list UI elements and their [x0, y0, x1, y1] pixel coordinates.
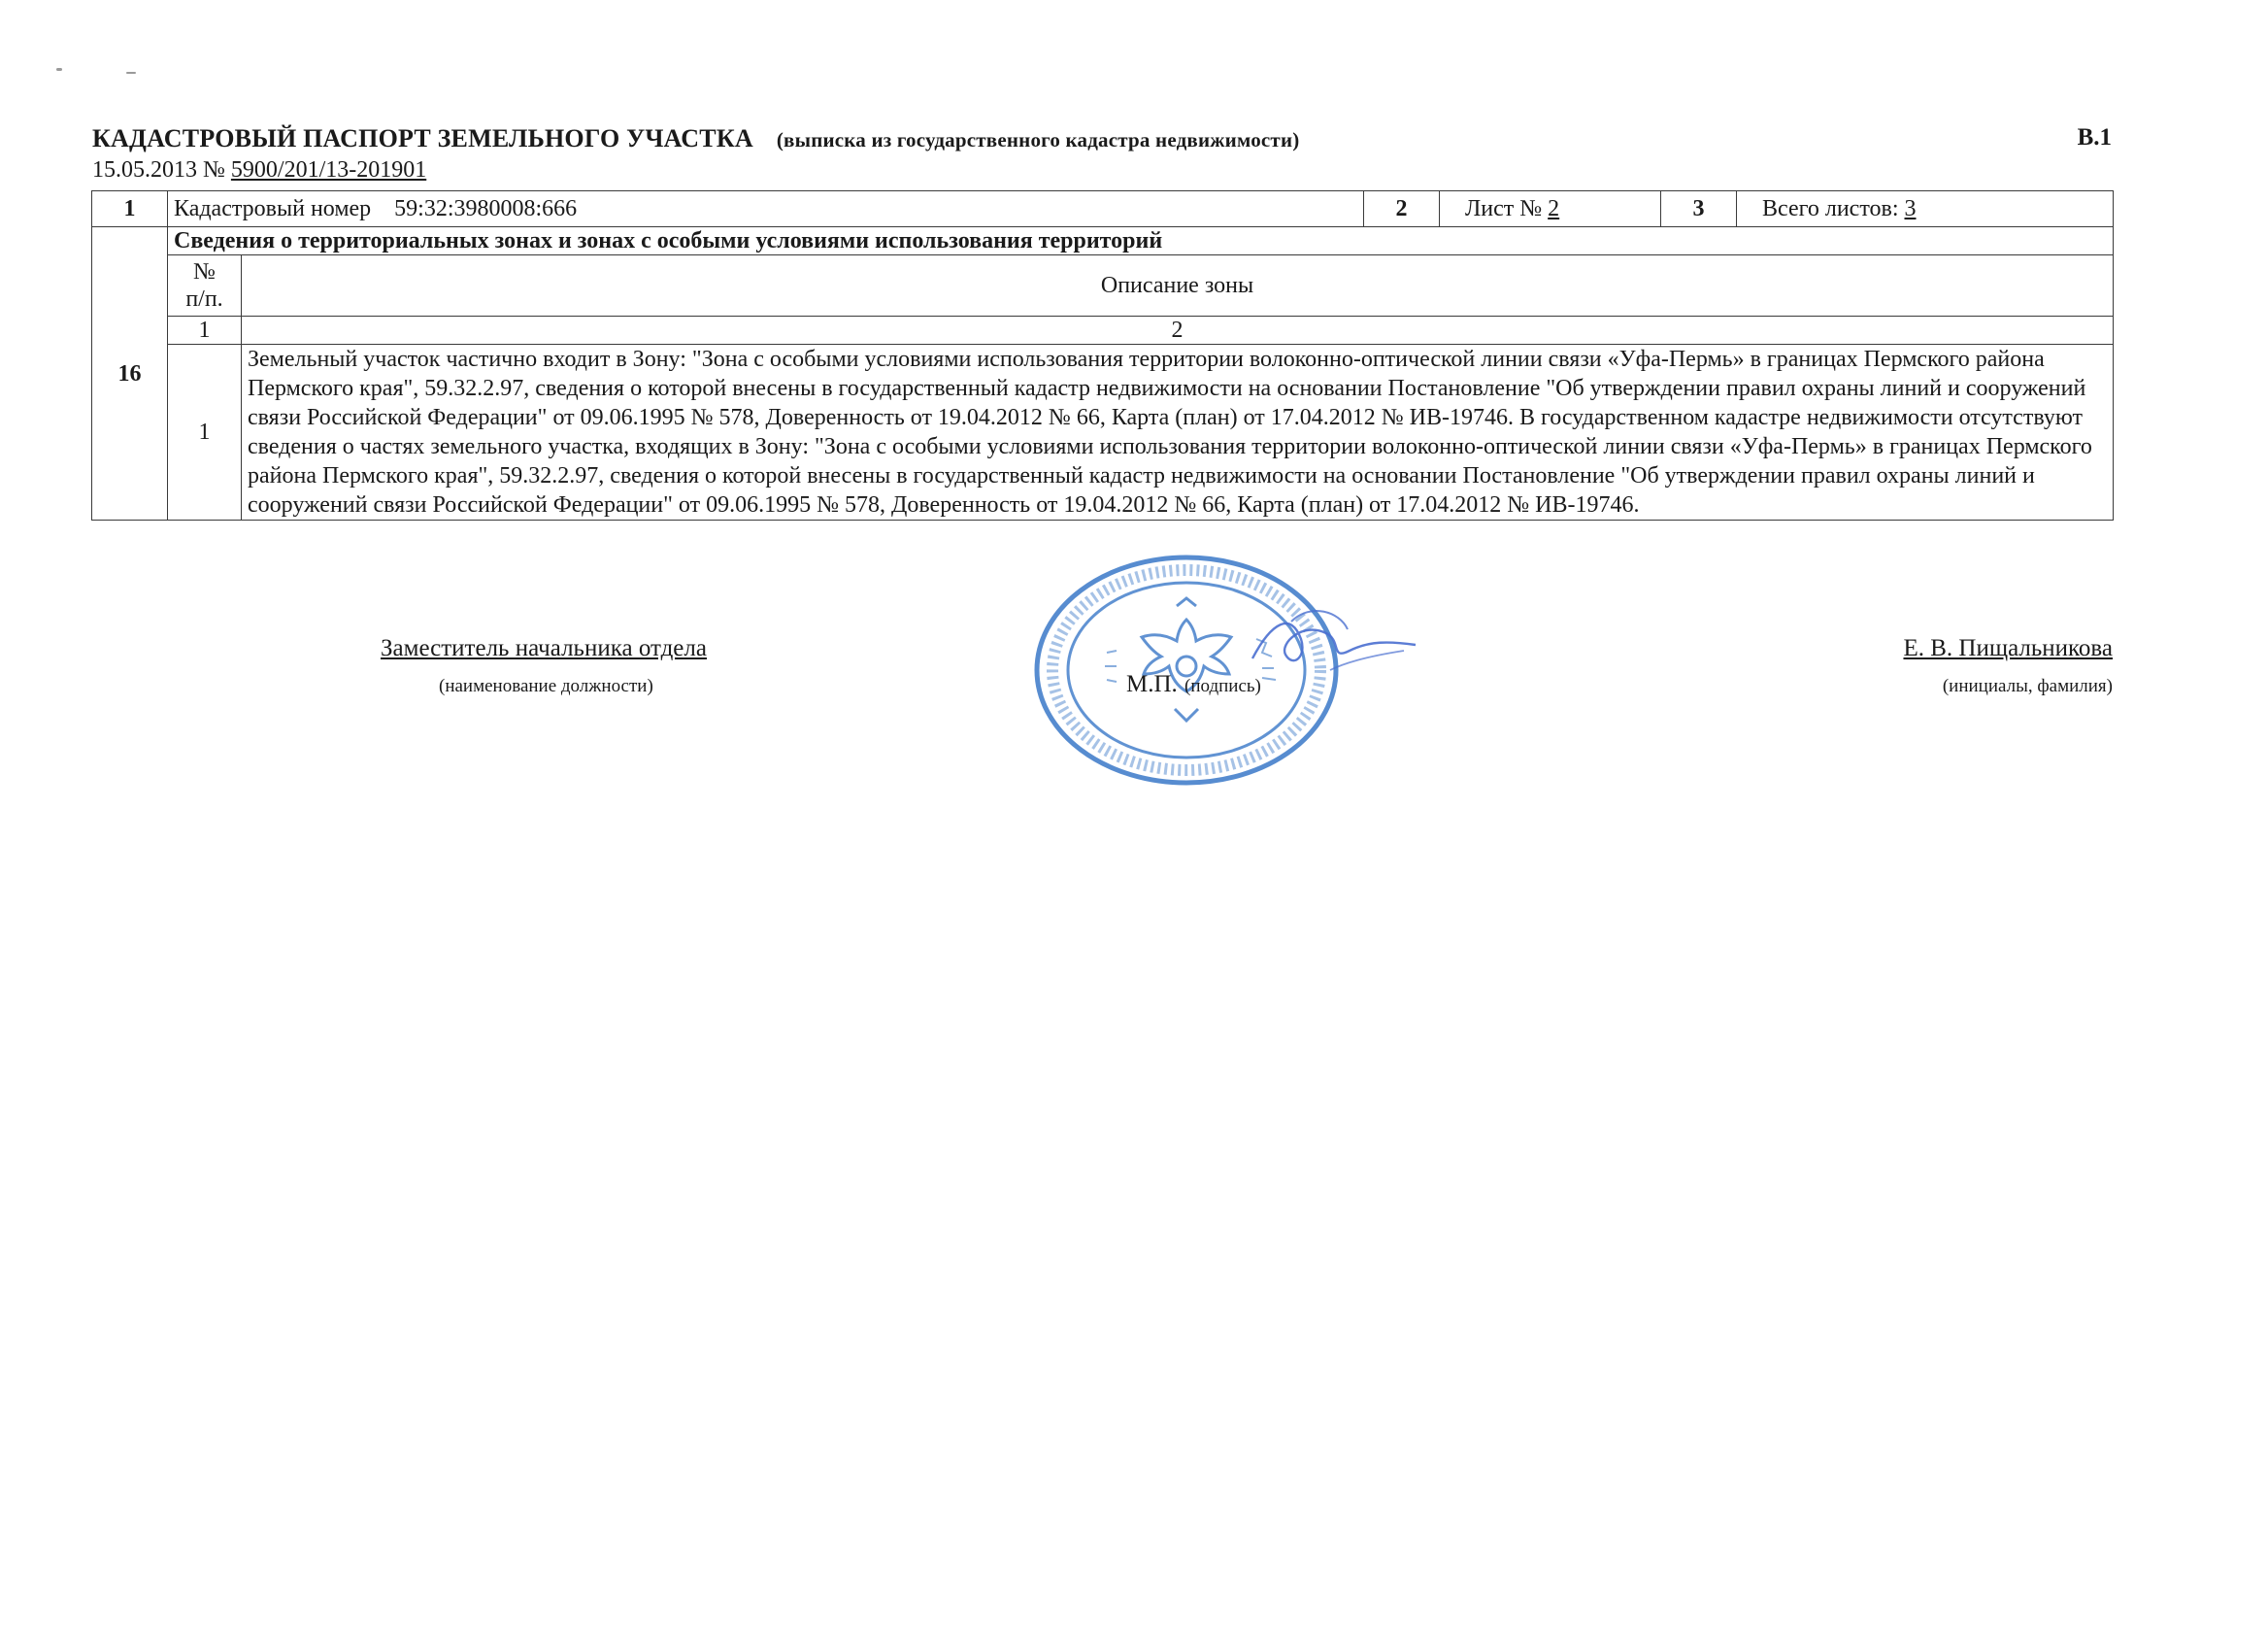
document-date: 15.05.2013	[92, 157, 197, 183]
signer-position: Заместитель начальника отдела	[381, 635, 707, 661]
section-title-row	[92, 227, 2114, 255]
sheet-code: В.1	[2077, 124, 2112, 151]
total-sheets-value: 3	[1904, 196, 1917, 221]
section-title: Сведения о территориальных зонах и зонах с особыми условиями использования территорий	[168, 227, 2114, 255]
document-number-line	[92, 157, 426, 184]
zone-description: Земельный участок частично входит в Зону: "Зона с особыми условиями использования территории волоконно-оптической линии связи «Уфа-Пермь» в границах Пермского района Пермского края", 59.32.2.97, сведения о которой внесены в государственный кадастр недвижимости на основании Постановление "Об утверждении правил охраны линий и сооружений связи Российской Федерации" от 09.06.1995 № 578, Доверенность от 19.04.2012 № 66, Карта (план) от 17.04.2012 № ИВ-19746. В государственном кадастре недвижимости отсутствуют сведения о частях земельного участка, входящих в Зону: "Зона с особыми условиями использования территории волоконно-оптической линии связи «Уфа-Пермь» в границах Пермского района Пермского края", 59.32.2.97, сведения о которой внесены в государственный кадастр недвижимости на основании Постановление "Об утверждении правил охраны линий и сооружений связи Российской Федерации" от 09.06.1995 № 578, Доверенность от 19.04.2012 № 66, Карта (план) от 17.04.2012 № ИВ-19746.	[242, 345, 2114, 521]
zone-row	[92, 345, 2114, 521]
cadastral-number-cell	[168, 191, 1364, 227]
scan-speck	[56, 68, 62, 71]
info-col-3-number: 3	[1661, 191, 1737, 227]
document-title-text: КАДАСТРОВЫЙ ПАСПОРТ ЗЕМЕЛЬНОГО УЧАСТКА	[92, 124, 753, 152]
total-sheets-cell	[1737, 191, 2114, 227]
scan-speck	[126, 72, 136, 74]
column-index-2: 2	[242, 317, 2114, 345]
number-sign: №	[203, 157, 225, 183]
zone-row-number: 1	[168, 345, 242, 521]
cadastral-number-value: 59:32:3980008:666	[394, 196, 578, 221]
info-row	[92, 191, 2114, 227]
info-col-1-number: 1	[92, 191, 168, 227]
cadastral-table	[91, 190, 2114, 521]
total-sheets-label: Всего листов:	[1762, 196, 1899, 221]
signer-position-caption: (наименование должности)	[439, 676, 653, 696]
info-col-2-number: 2	[1364, 191, 1440, 227]
signer-name: Е. В. Пищальникова	[1903, 635, 2113, 661]
sheet-number-label: Лист №	[1465, 196, 1543, 221]
sheet-number-value: 2	[1548, 196, 1560, 221]
signature-block	[0, 635, 2268, 723]
column-header-num: № п/п.	[168, 255, 242, 317]
document-subtitle: (выписка из государственного кадастра недвижимости)	[776, 128, 1300, 152]
signer-name-caption: (инициалы, фамилия)	[1942, 676, 2113, 696]
column-header-row	[92, 255, 2114, 317]
document-title	[92, 124, 1299, 153]
sheet-number-cell	[1440, 191, 1661, 227]
column-header-description: Описание зоны	[242, 255, 2114, 317]
seal-place-label: М.П.	[1126, 671, 1178, 697]
column-index-row	[92, 317, 2114, 345]
signature-caption: (подпись)	[1184, 676, 1261, 696]
document-number: 5900/201/13-201901	[230, 157, 427, 183]
section-row-number: 16	[92, 227, 168, 521]
column-index-1: 1	[168, 317, 242, 345]
cadastral-number-label: Кадастровый номер	[174, 196, 372, 221]
